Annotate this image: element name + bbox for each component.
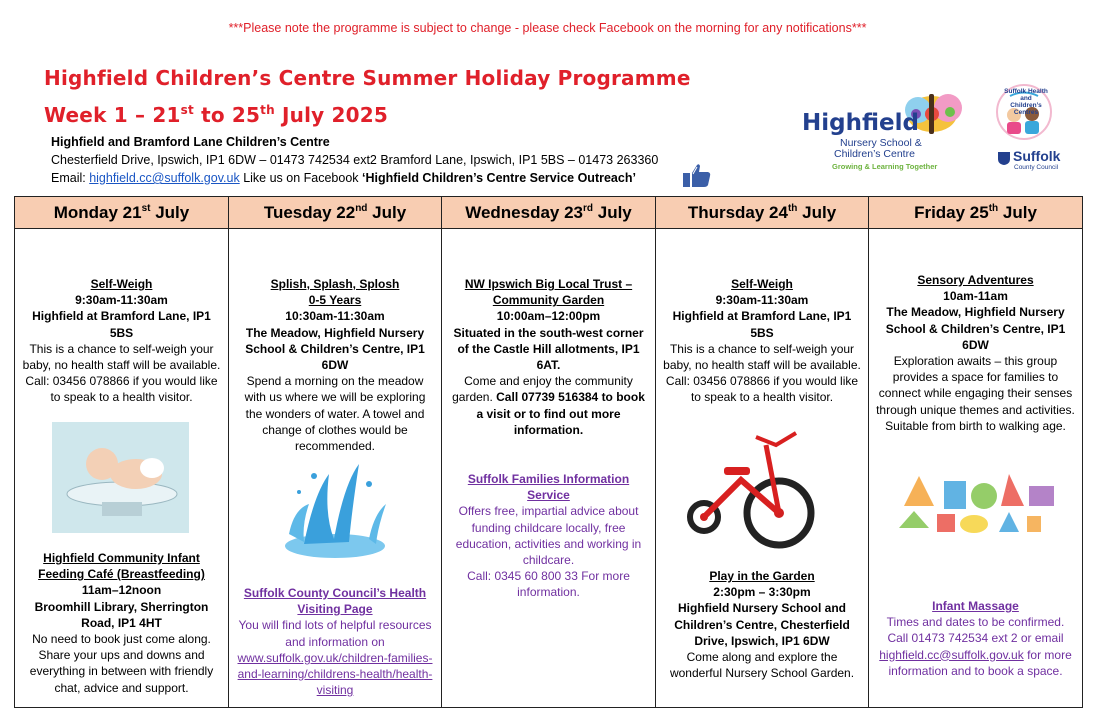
highfield-sub2: Children’s Centre (834, 148, 915, 160)
thursday-event-play-garden: Play in the Garden 2:30pm – 3:30pm Highfield Nursery School and Children’s Centre, Chesterfield Drive, Ipswich, IP1 6DW Come along and explore the wonderful Nursery School Garden. (669, 569, 855, 681)
day-header-tuesday: Tuesday 22nd July (229, 197, 442, 229)
friday-cell (869, 229, 1083, 708)
programme-table (14, 196, 1083, 708)
suffolk-council: County Council (1014, 164, 1059, 171)
email-link[interactable]: highfield.cc@suffolk.gov.uk (89, 171, 240, 185)
thumbs-up-icon[interactable] (682, 162, 712, 188)
thursday-cell (656, 229, 869, 708)
highfield-sub1: Nursery School & (840, 137, 922, 149)
centre-address: Chesterfield Drive, Ipswich, IP1 6DW – 01473 742534 ext2 Bramford Lane, Ipswich, IP1 5BS – 01473 263360 (51, 153, 659, 167)
suffolk-logo (990, 84, 1062, 176)
friday-event-infant-massage: Infant Massage Times and dates to be confirmed. Call 01473 742534 ext 2 or email highfield.cc@suffolk.gov.uk for more information and to book a space. (879, 599, 1072, 678)
health-visiting-link[interactable]: Suffolk County Council’s Health Visiting Page (243, 586, 427, 617)
thursday-event-self-weigh: Self-Weigh 9:30am-11:30am Highfield at Bramford Lane, IP1 5BS This is a chance to self-weigh your baby, no health staff will be available. Call: 03456 078866 if you would like to speak to a health visitor. (663, 277, 861, 405)
contact-line: Email: highfield.cc@suffolk.gov.uk Like us on Facebook ‘Highfield Children’s Centre Service Outreach’ (51, 171, 636, 185)
tuesday-cell (229, 229, 442, 708)
health-visiting-url[interactable]: www.suffolk.gov.uk/children-families-and-learning/childrens-health/health-visiting (237, 650, 433, 698)
sensory-shapes-image (889, 466, 1064, 538)
highfield-logo (800, 84, 975, 174)
day-header-row (15, 197, 1083, 229)
change-notice: ***Please note the programme is subject to change - please check Facebook on the morning for any notifications*** (228, 21, 867, 35)
day-header-monday: Monday 21st July (15, 197, 229, 229)
page-title: Highfield Children’s Centre Summer Holiday Programme (44, 66, 691, 90)
water-splash-image (274, 454, 396, 564)
wednesday-cell (442, 229, 656, 708)
wednesday-event-families-info: Suffolk Families Information Service Offers free, impartial advice about funding childcare locally, free education, activities and working in childcare. Call: 0345 60 800 33 For more information. (442, 471, 655, 601)
tricycle-image (686, 425, 834, 560)
facebook-page-name: ‘Highfield Children’s Centre Service Outreach’ (362, 171, 636, 185)
monday-cell (15, 229, 229, 708)
day-header-wednesday: Wednesday 23rd July (442, 197, 656, 229)
suffolk-badge-text: Suffolk Health and Children’s Centres (1004, 88, 1048, 116)
monday-event-self-weigh: Self-Weigh 9:30am-11:30am Highfield at Bramford Lane, IP1 5BS This is a chance to self-weigh your baby, no health staff will be available. Call: 03456 078866 if you would like to speak to a health visitor. (22, 277, 221, 405)
highfield-wordmark: Highfield (802, 110, 919, 136)
baby-scale-image (52, 422, 189, 533)
day-header-friday: Friday 25th July (869, 197, 1083, 229)
highfield-tagline: Growing & Learning Together (832, 162, 938, 171)
infant-massage-email[interactable]: highfield.cc@suffolk.gov.uk (879, 647, 1024, 662)
tuesday-event-splash: Splish, Splash, Splosh 0-5 Years 10:30am-11:30am The Meadow, Highfield Nursery School & Children’s Centre, IP1 6DW Spend a morning on the meadow with us where we will be exploring the wonders of water. A towel and change of clothes would be recommended. (244, 277, 426, 454)
monday-event-feeding-cafe: Highfield Community Infant Feeding Café (Breastfeeding) 11am–12noon Broomhill Library, Sherrington Road, IP1 4HT No need to book just come along. Share your ups and downs and everything in between with friendly chat, advice and support. (29, 551, 214, 695)
week-title: Week 1 – 21st to 25th July 2025 (44, 103, 389, 127)
centre-name: Highfield and Bramford Lane Children’s Centre (51, 135, 330, 149)
wednesday-event-community-garden: NW Ipswich Big Local Trust – Community Garden 10:00am–12:00pm Situated in the south-west corner of the Castle Hill allotments, IP1 6AT. Come and enjoy the community garden. Call 07739 516384 to book a visit or to find out more information. (452, 277, 645, 437)
suffolk-crest-icon (996, 150, 1012, 166)
day-header-thursday: Thursday 24th July (656, 197, 869, 229)
friday-event-sensory: Sensory Adventures 10am-11am The Meadow, Highfield Nursery School & Children’s Centre, IP1 6DW Exploration awaits – this group provides a space for families to connect while engaging their senses through unique themes and activities. Suitable from birth to walking age. (876, 273, 1075, 433)
families-info-link[interactable]: Suffolk Families Information Service (467, 472, 630, 503)
tuesday-event-health-visiting: Suffolk County Council’s Health Visiting Page You will find lots of helpful resources and information on www.suffolk.gov.uk/children-families-and-learning/childrens-health/health-visiting (229, 585, 441, 698)
suffolk-wordmark: Suffolk (1013, 148, 1061, 164)
